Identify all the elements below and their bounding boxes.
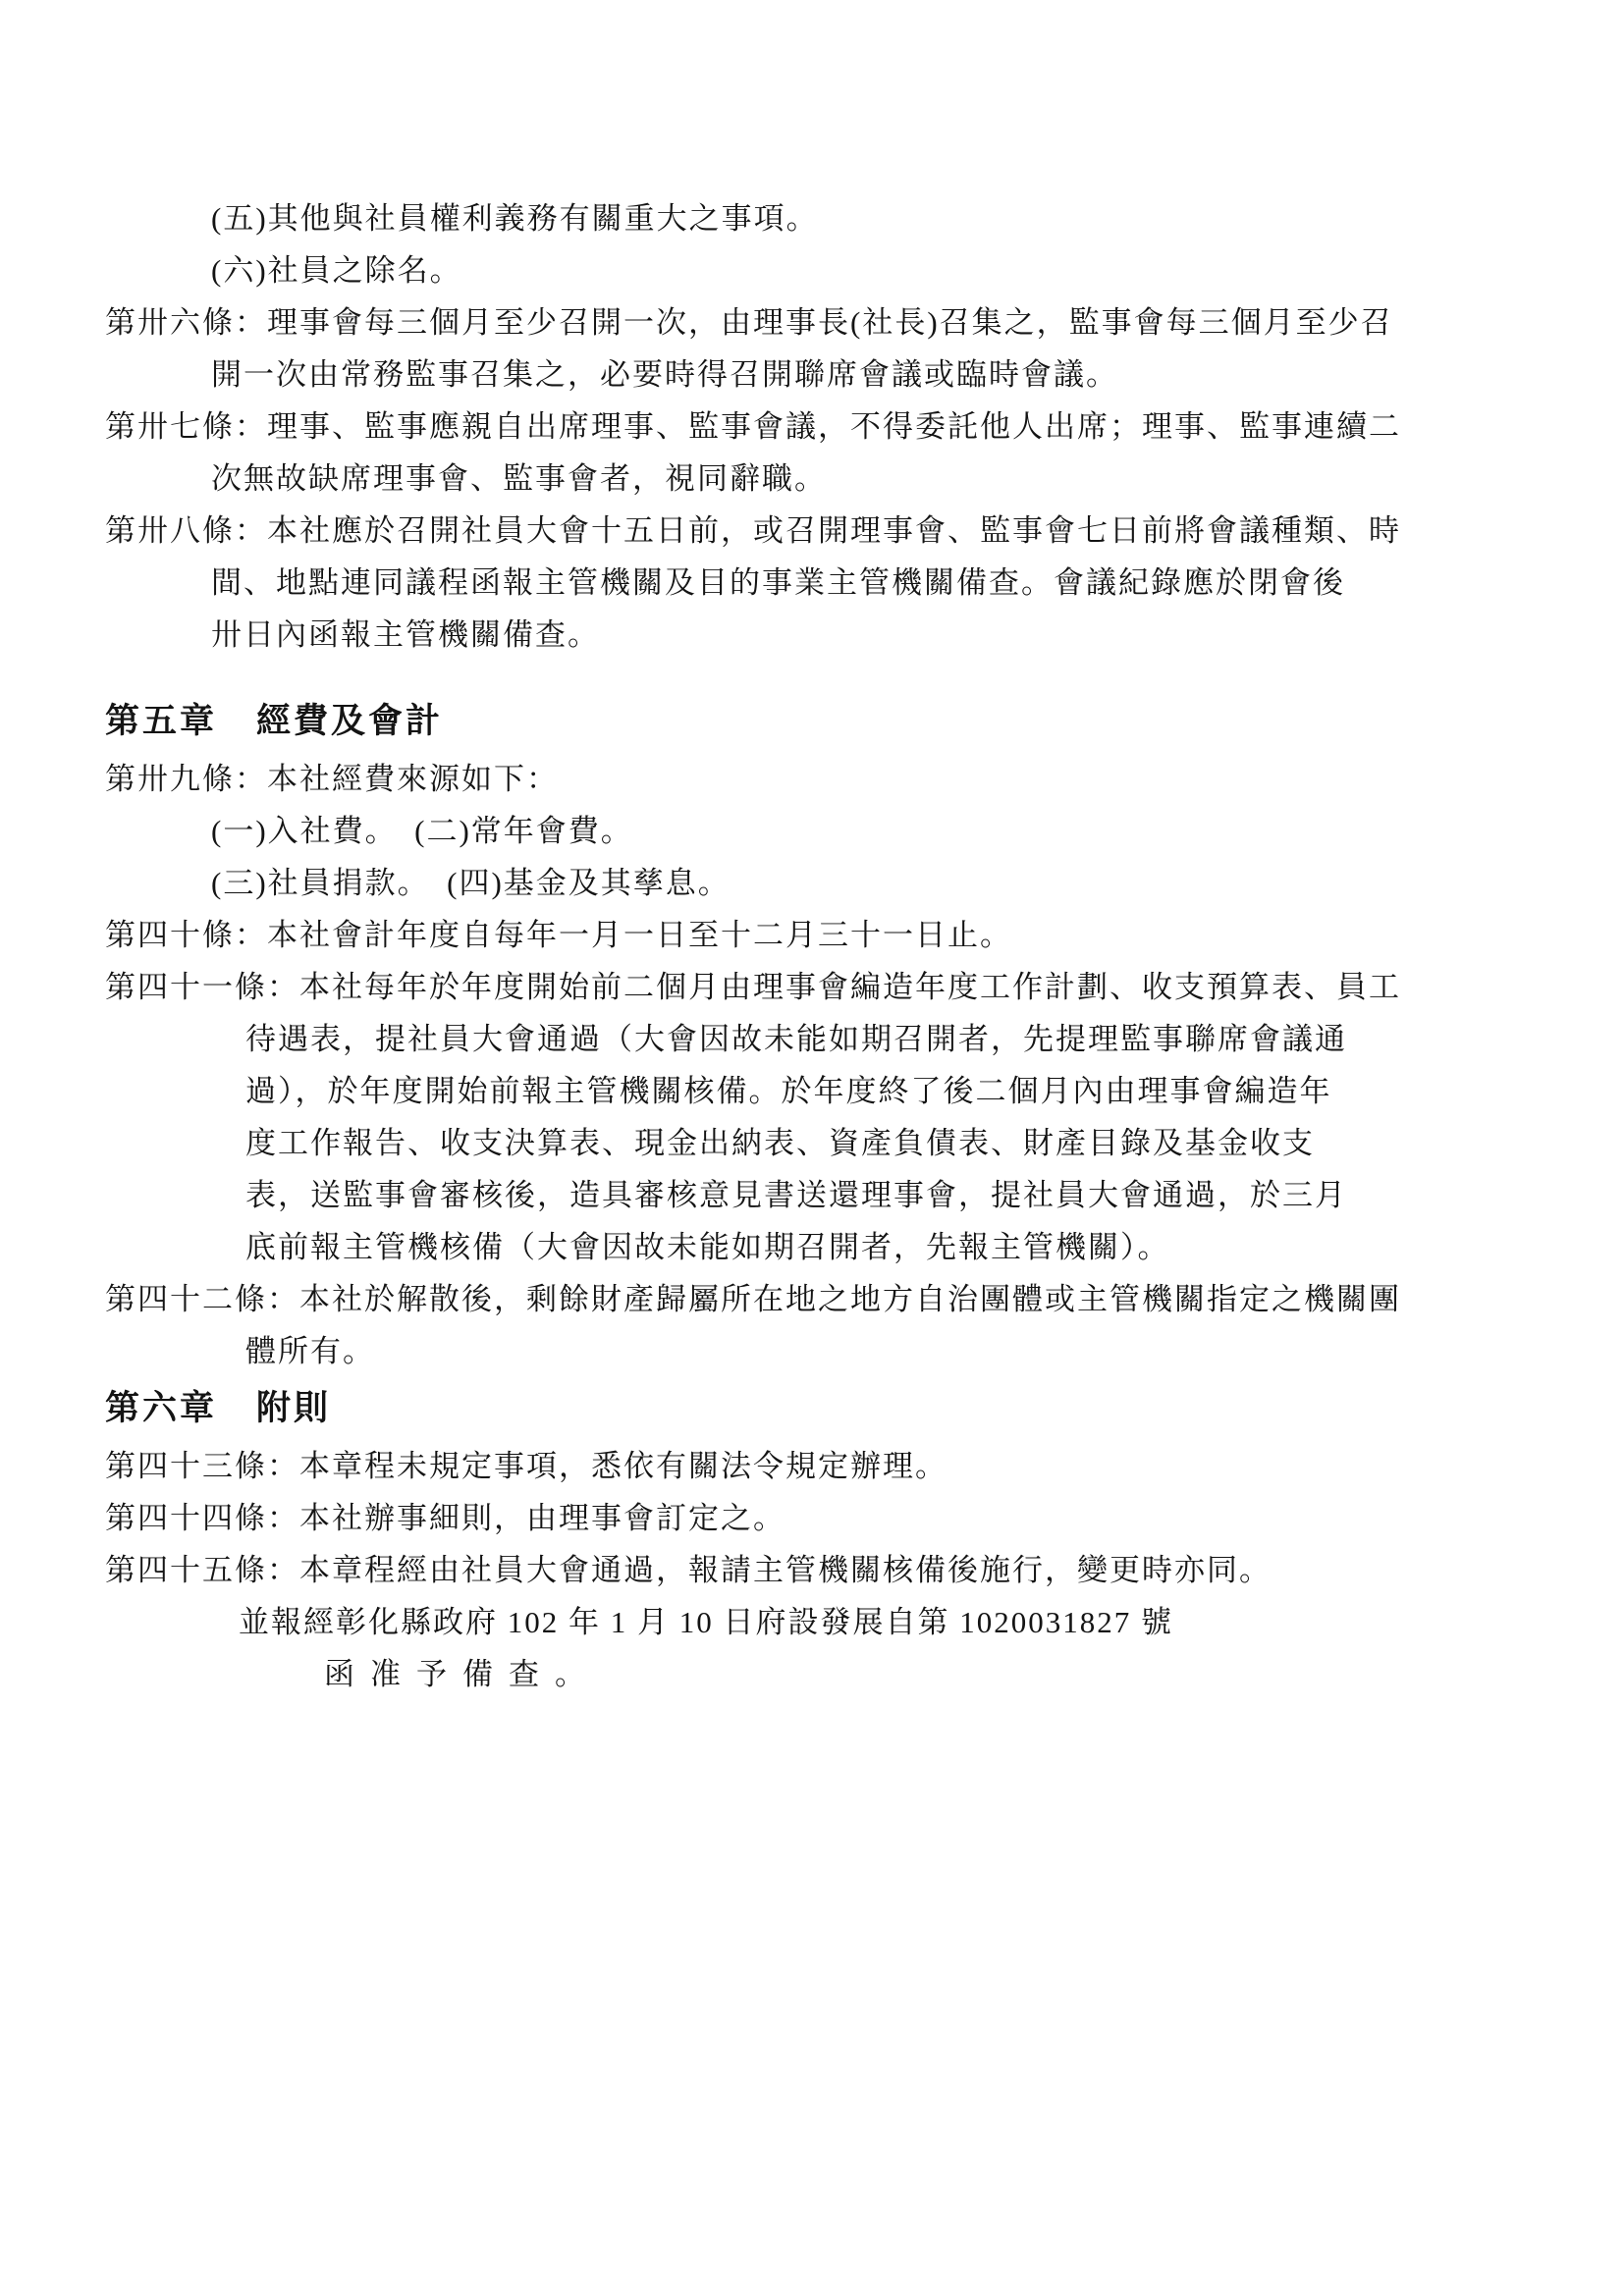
chapter-6-number: 第六章	[105, 1389, 218, 1427]
chapter-5-number: 第五章	[105, 702, 218, 740]
article-41-line-4: 度工作報告、收支決算表、現金出納表、資產負債表、財產目錄及基金收支	[245, 1126, 1315, 1160]
chapter-6-heading	[0, 1377, 1624, 1440]
filing-note-line-1: 並報經彰化縣政府 102 年 1 月 10 日府設發展自第 1020031827 號	[239, 1605, 1173, 1639]
article-41-line-5: 表，送監事會審核後，造具審核意見書送還理事會，提社員大會通過，於三月	[245, 1178, 1347, 1212]
clause-item-5: (五)其他與社員權利義務有關重大之事項。	[211, 201, 819, 236]
article-42-line-1: 第四十二條：本社於解散後，剩餘財產歸屬所在地之地方自治團體或主管機關指定之機關團	[105, 1282, 1401, 1316]
article-36-line-1: 第卅六條：理事會每三個月至少召開一次，由理事長(社長)召集之，監事會每三個月至少召	[105, 305, 1393, 340]
article-40-line-1: 第四十條：本社會計年度自每年一月一日至十二月三十一日止。	[105, 918, 1012, 952]
article-41-line-3: 過），於年度開始前報主管機關核備。於年度終了後二個月內由理事會編造年	[245, 1074, 1332, 1108]
article-38-line-3: 卅日內函報主管機關備查。	[211, 617, 600, 652]
article-38-line-1: 第卅八條：本社應於召開社員大會十五日前，或召開理事會、監事會七日前將會議種類、時	[105, 513, 1401, 548]
article-41-line-2: 待遇表，提社員大會通過（大會因故未能如期召開者，先提理監事聯席會議通	[245, 1022, 1347, 1056]
clause-item-6: (六)社員之除名。	[211, 253, 462, 288]
article-41-line-6: 底前報主管機核備（大會因故未能如期召開者，先報主管機關）。	[245, 1230, 1170, 1264]
article-39-line-1: 第卅九條：本社經費來源如下：	[105, 762, 559, 796]
article-38-line-2: 間、地點連同議程函報主管機關及目的事業主管機關備查。會議紀錄應於閉會後	[211, 565, 1345, 600]
chapter-6-title: 附則	[256, 1389, 332, 1427]
article-36-line-2: 開一次由常務監事召集之，必要時得召開聯席會議或臨時會議。	[211, 357, 1118, 392]
article-39-items-1-2: (一)入社費。 (二)常年會費。	[211, 814, 633, 848]
article-44-line-1: 第四十四條：本社辦事細則，由理事會訂定之。	[105, 1501, 785, 1535]
article-37-line-2: 次無故缺席理事會、監事會者，視同辭職。	[211, 461, 827, 496]
article-37-line-1: 第卅七條：理事、監事應親自出席理事、監事會議，不得委託他人出席；理事、監事連續二	[105, 409, 1401, 444]
article-41-line-1: 第四十一條：本社每年於年度開始前二個月由理事會編造年度工作計劃、收支預算表、員工	[105, 970, 1401, 1004]
article-45-line-1: 第四十五條：本章程經由社員大會通過，報請主管機關核備後施行，變更時亦同。	[105, 1553, 1272, 1587]
chapter-5-heading	[0, 690, 1624, 753]
filing-note-line-2: 函准予備查。	[324, 1657, 601, 1691]
article-43-line-1: 第四十三條：本章程未規定事項，悉依有關法令規定辦理。	[105, 1449, 947, 1483]
chapter-5-title: 經費及會計	[256, 702, 444, 740]
article-39-items-3-4: (三)社員捐款。 (四)基金及其孳息。	[211, 866, 731, 900]
article-42-line-2: 體所有。	[245, 1334, 375, 1368]
